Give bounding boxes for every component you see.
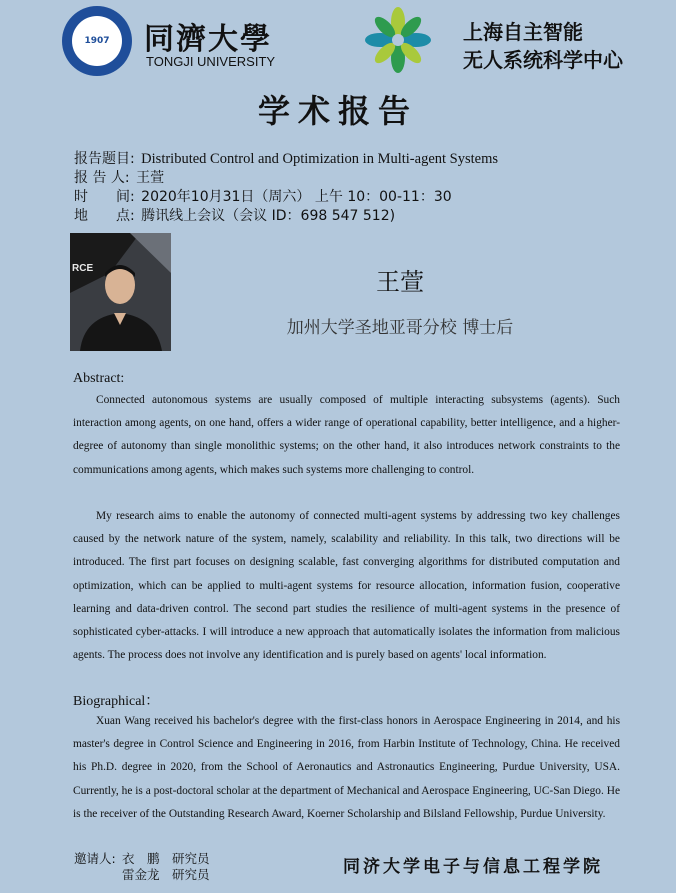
report-title: 学术报告 <box>257 92 418 130</box>
hosts-label: 邀请人: <box>74 851 116 866</box>
speaker-portrait-image <box>70 233 171 351</box>
topic-label: 报告题目: <box>74 151 135 167</box>
tongji-name-cn: 同濟大學 <box>144 22 272 57</box>
time-label: 时 间: <box>74 189 135 205</box>
abstract-paragraph-1: Connected autonomous systems are usually composed of multiple interacting subsystems (agents). Such interaction among agents, on one hand, offers a wider range of operational capability, better intelligence, and a higher-degree of autonomy than single monolithic systems; on the other hand, it also introduces network constraints to the communications among agents, which makes such systems more challenging to control. <box>73 394 620 476</box>
info-speaker-row <box>74 167 164 187</box>
place-value: 腾讯线上会议（会议 ID：698 547 512) <box>141 208 396 224</box>
speaker-value: 王萱 <box>136 170 165 186</box>
info-time-row <box>74 186 452 206</box>
time-value: 2020年10月31日（周六） 上午 10：00-11：30 <box>141 189 452 205</box>
biography-heading: Biographical： <box>73 694 160 709</box>
speaker-photo <box>70 233 171 351</box>
center-name-line1: 上海自主智能 <box>463 20 583 44</box>
topic-value: Distributed Control and Optimization in Multi-agent Systems <box>141 151 499 167</box>
speaker-affiliation: 加州大学圣地亚哥分校 博士后 <box>286 318 514 338</box>
tongji-seal-year: 1907 <box>84 36 110 46</box>
center-name-line2: 无人系统科学中心 <box>463 48 623 72</box>
place-label: 地 点: <box>74 208 135 224</box>
biography-paragraph: Xuan Wang received his bachelor's degree with the first-class honors in Aerospace Engineering in 2014, and his master's degree in Control Science and Engineering in 2016, from Harbin Institute of Technology, China. He received his Ph.D. degree in 2020, from the School of Aeronautics and Astronautics Engineering, Purdue University, USA. Currently, he is a post-doctoral scholar at the department of Mechanical and Aerospace Engineering, UC-San Diego. He is the receiver of the Outstanding Research Award, Koerner Scholarship and Bilsland Fellowship, Purdue University. <box>73 715 620 820</box>
footer-school-name: 同济大学电子与信息工程学院 <box>343 857 603 877</box>
tongji-seal-inner <box>72 16 122 66</box>
photo-background-text: RCE <box>72 263 94 274</box>
host-2: 雷金龙 研究员 <box>122 867 210 882</box>
abstract-paragraph-2: My research aims to enable the autonomy of connected multi-agent systems by addressing two key challenges caused by the network nature of the system, namely, scalability and reliability. In this talk, two directions will be introduced. The first part focuses on designing scalable, fast converging algorithms for distributed computation and optimization, which can be applied to multi-agent systems for resource allocation, information fusion, cooperative learning and data-driven control. The second part studies the resilience of multi-agent systems in the presence of sophisticated cyber-attacks. I will introduce a new approach that automatically isolates the information from malicious agents. The process does not involve any identification and is purely based on agents' local information. <box>73 510 620 662</box>
host-1: 衣 鹏 研究员 <box>122 851 210 866</box>
speaker-name: 王萱 <box>376 268 424 296</box>
tongji-name-en: TONGJI UNIVERSITY <box>146 54 276 69</box>
info-place-row <box>74 205 395 225</box>
autonomous-systems-center-logo <box>362 6 434 74</box>
abstract-heading: Abstract: <box>73 371 125 386</box>
info-topic-row <box>74 148 498 168</box>
tongji-university-seal-logo <box>62 6 132 76</box>
speaker-label: 报 告 人: <box>74 170 130 186</box>
